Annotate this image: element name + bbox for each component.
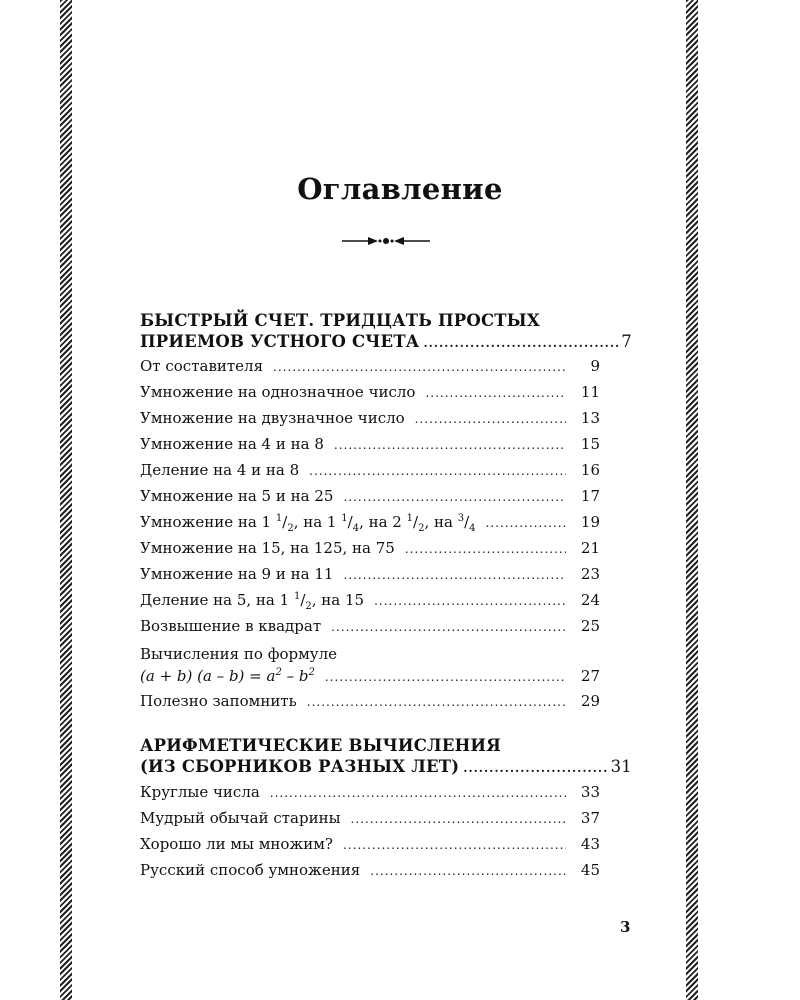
dot-leader [270, 786, 566, 800]
dot-leader [374, 594, 566, 608]
toc-entry-title: Мудрый обычай старины [140, 809, 341, 827]
toc-entry-title: Русский способ умножения [140, 861, 361, 879]
section-heading-line: ПРИЕМОВ УСТНОГО СЧЕТА [140, 332, 420, 351]
dot-leader [370, 864, 566, 878]
dot-leader [343, 568, 566, 582]
page-ref: 24 [580, 591, 600, 609]
page-number: 3 [620, 918, 631, 936]
dot-leader [405, 542, 566, 556]
page-ref: 23 [580, 565, 600, 583]
toc-entry-title: Полезно запомнить [140, 692, 297, 710]
toc-entry[interactable] [140, 835, 600, 859]
decorative-border-left [60, 0, 72, 1000]
toc-entry-title: Умножение на 9 и на 11 [140, 565, 334, 583]
page-ref: 13 [580, 409, 600, 427]
toc-entry[interactable] [140, 591, 600, 615]
page-ref: 33 [580, 783, 600, 801]
dot-leader [331, 620, 566, 634]
toc-entry[interactable] [140, 513, 600, 537]
toc-entry-title: Возвышение в квадрат [140, 617, 322, 635]
page-ref: 17 [580, 487, 600, 505]
toc-entry[interactable] [140, 461, 600, 485]
section-heading[interactable] [140, 735, 632, 779]
page-ref: 11 [580, 383, 600, 401]
toc-entry[interactable] [140, 435, 600, 459]
dot-leader [463, 758, 608, 779]
page-ref: 29 [580, 692, 600, 710]
dot-leader [343, 490, 566, 504]
ornament-divider [340, 234, 432, 248]
page-ref: 19 [580, 513, 600, 531]
dot-leader [425, 386, 566, 400]
dot-leader [415, 412, 566, 426]
dot-leader [325, 670, 566, 684]
toc-entry-title: Круглые числа [140, 783, 260, 801]
toc-entry[interactable] [140, 645, 600, 685]
toc-entry[interactable] [140, 861, 600, 885]
toc-entry-title: Умножение на 5 и на 25 [140, 487, 334, 505]
toc-entry-title: Умножение на 4 и на 8 [140, 435, 324, 453]
toc-entry-title: Вычисления по формуле [140, 645, 337, 663]
formula: (a + b) $(a - b) = a^2 - b^2$ [140, 667, 315, 685]
toc-entry-title: Деление на 5, на 1 $^1/_2$, на 15 [140, 591, 365, 612]
toc-entry-title: Хорошо ли мы множим? [140, 835, 333, 853]
toc-entry[interactable] [140, 383, 600, 407]
section-heading-line: БЫСТРЫЙ СЧЕТ. ТРИДЦАТЬ ПРОСТЫХ [140, 311, 540, 330]
dot-leader [307, 695, 566, 709]
dot-leader [334, 438, 566, 452]
section-heading-line: (ИЗ СБОРНИКОВ РАЗНЫХ ЛЕТ) [140, 757, 460, 776]
section-heading[interactable] [140, 310, 632, 354]
page-ref: 9 [590, 357, 600, 375]
toc-entry[interactable] [140, 809, 600, 833]
page-ref: 27 [580, 667, 600, 685]
dot-leader [486, 516, 567, 530]
page-title: Оглавление [297, 172, 503, 206]
dot-leader [343, 838, 566, 852]
section-heading-line: АРИФМЕТИЧЕСКИЕ ВЫЧИСЛЕНИЯ [140, 736, 501, 755]
toc-entry[interactable] [140, 409, 600, 433]
page-ref: 43 [580, 835, 600, 853]
toc-entry[interactable] [140, 539, 600, 563]
decorative-border-right [686, 0, 698, 1000]
page-ref: 37 [580, 809, 600, 827]
dot-leader [351, 812, 566, 826]
page-ref: 25 [580, 617, 600, 635]
page-ref: 45 [580, 861, 600, 879]
dot-leader [273, 360, 566, 374]
dot-leader [309, 464, 566, 478]
dot-leader [423, 333, 619, 354]
toc-entry-title: Умножение на 15, на 125, на 75 [140, 539, 395, 557]
toc-entry[interactable] [140, 617, 600, 641]
toc-entry[interactable] [140, 565, 600, 589]
page-ref: 21 [580, 539, 600, 557]
page-ref: 16 [580, 461, 600, 479]
toc-entry[interactable] [140, 487, 600, 511]
toc-entry-title: От составителя [140, 357, 264, 375]
page-ref: 31 [610, 757, 632, 776]
toc-entry[interactable] [140, 357, 600, 381]
toc-entry-title: Деление на 4 и на 8 [140, 461, 300, 479]
page-ref: 7 [621, 332, 632, 351]
toc-entry-title: Умножение на 1 $^1/_2$, на 1 $^1/_4$, на 2 $^1/_2$, на $^3/_4$ [140, 513, 476, 534]
page-ref: 15 [580, 435, 600, 453]
toc-entry[interactable] [140, 783, 600, 807]
toc-entry-title: Умножение на однозначное число [140, 383, 416, 401]
toc-entry[interactable] [140, 692, 600, 716]
toc-entry-title: Умножение на двузначное число [140, 409, 405, 427]
